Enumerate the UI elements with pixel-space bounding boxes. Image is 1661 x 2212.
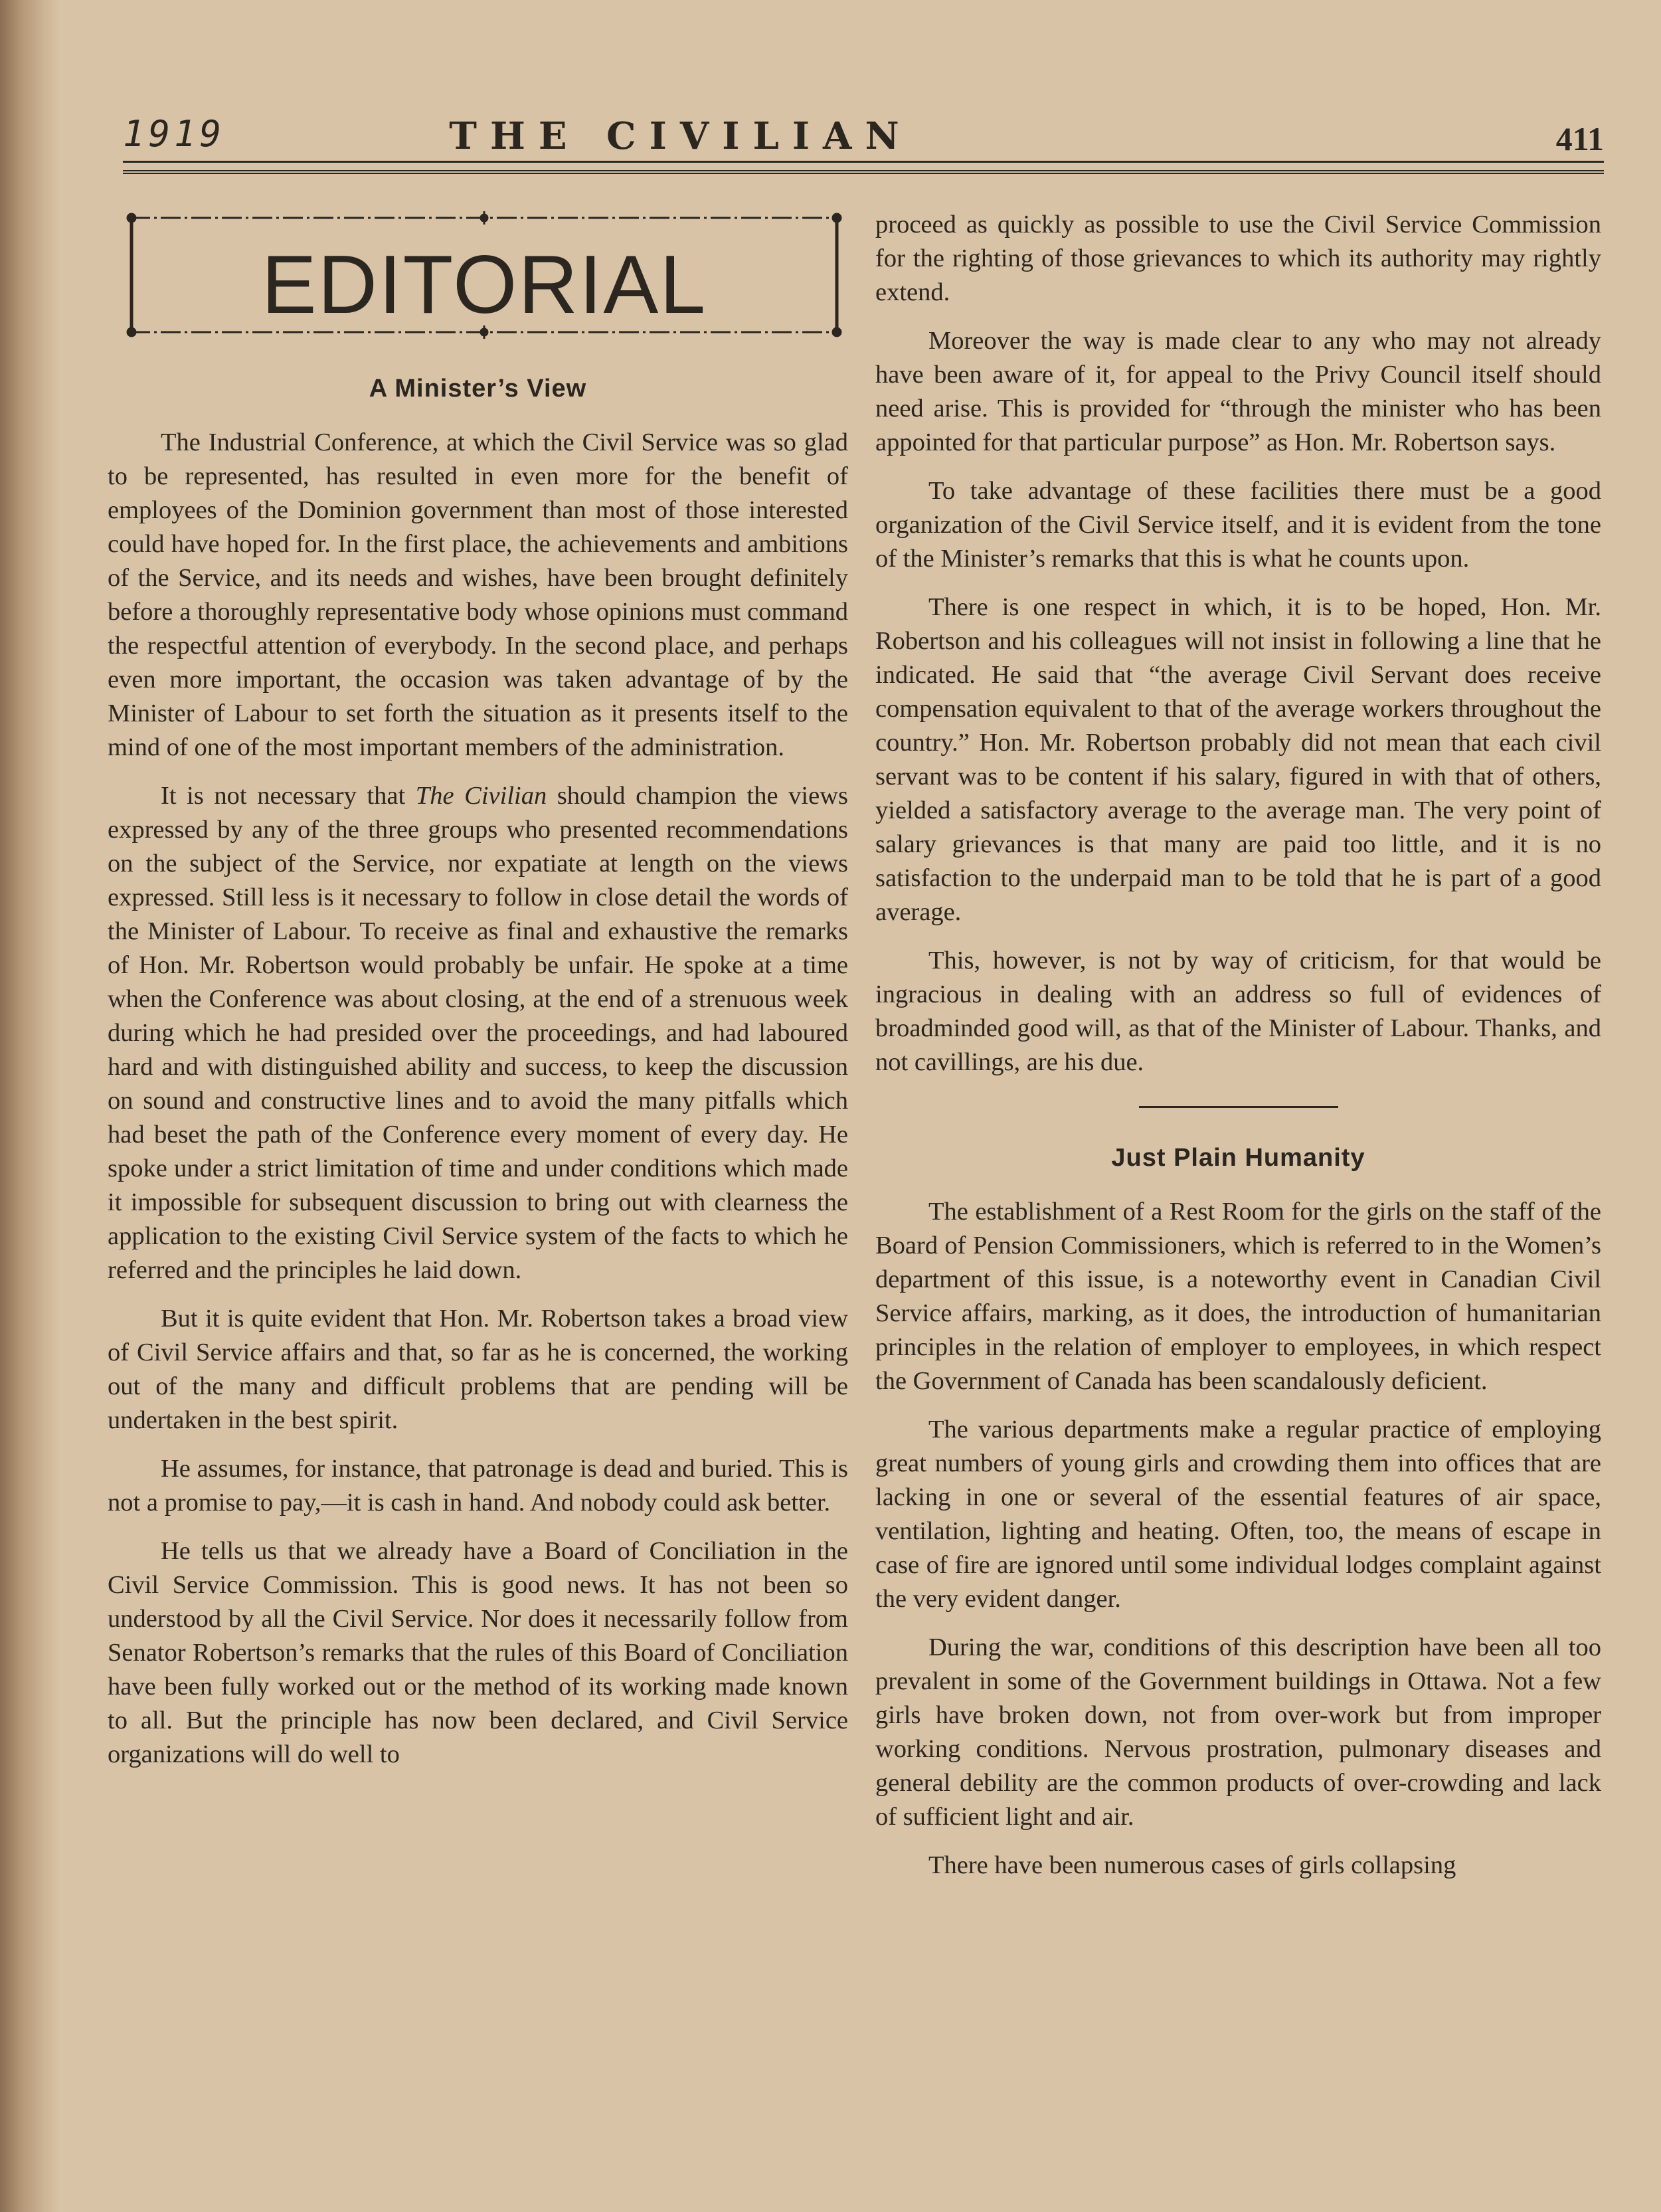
article-heading-ministers-view: A Minister’s View	[369, 375, 587, 403]
paragraph: Moreover the way is made clear to any who may not already have been aware of it, for appeal to the Privy Council itself should need arise. This is provided for “through the minister who has been appointed for that particular purpose” as Hon. Mr. Robertson says.	[875, 327, 1601, 456]
header-year: 1919	[123, 113, 226, 155]
section-divider	[1139, 1106, 1338, 1108]
header-title: THE CIVILIAN	[449, 114, 913, 158]
paragraph: He assumes, for instance, that patronage is dead and buried. This is not a promise to pay,—it is cash in hand. And nobody could ask better.	[108, 1455, 848, 1517]
paragraph: It is not necessary that The Civilian should champion the views expressed by any of the three groups who presented recommendations on the subject of the Service, nor expatiate at length on the views expressed. Still less is it necessary to follow in close detail the words of the Minister of Labour. To receive as final and exhaustive the remarks of Hon. Mr. Robertson would probably be unfair. He spoke at a time when the Conference was about closing, at the end of a strenuous week during which he had presided over the proceedings, and had laboured hard and with distinguished ability and success, to keep the discussion on sound and constructive lines and to avoid the many pitfalls which had beset the path of the Conference every moment of every day. He spoke under a strict limitation of time and under conditions which made it impossible for subsequent discussion to bring out with clearness the application to the existing Civil Service system of the facts to which he referred and the principles he laid down.	[108, 782, 848, 1284]
article-heading-plain-humanity: Just Plain Humanity	[1111, 1144, 1365, 1172]
paragraph-continued: proceed as quickly as possible to use the Civil Service Commission for the righting of those grievances to which its authority may rightly extend.	[875, 211, 1601, 306]
book-spine-shadow	[0, 0, 60, 2212]
paragraph: During the war, conditions of this description have been all too prevalent in some of the Government buildings in Ottawa. Not a few girls have broken down, not from over-work but from improper working conditions. Nervous prostration, pulmonary diseases and general debility are the common products of over-crowding and lack of sufficient light and air.	[875, 1633, 1601, 1831]
paragraph: This, however, is not by way of criticism, for that would be ingracious in dealing with an address so full of evidences of broadminded good will, as that of the Minister of Labour. Thanks, and not cavillings, are his due.	[875, 947, 1601, 1076]
paragraph: The various departments make a regular practice of employing great numbers of young girls and crowding them into offices that are lacking in one or several of the essential features of air space, ventilation, lighting and heating. Often, too, the means of escape in case of fire are ignored until some individual lodges complaint against the very evident danger.	[875, 1416, 1601, 1613]
paragraph: To take advantage of these facilities there must be a good organization of the Civil Service itself, and it is evident from the tone of the Minister’s remarks that this is what he counts upon.	[875, 477, 1601, 573]
publication-name: The Civilian	[415, 782, 547, 810]
editorial-title: EDITORIAL	[261, 239, 707, 331]
page-number: 411	[1555, 120, 1604, 157]
right-column	[875, 208, 1601, 1883]
running-head	[123, 113, 1604, 166]
paragraph: There have been numerous cases of girls collapsing	[928, 1851, 1456, 1879]
paragraph: The Industrial Conference, at which the Civil Service was so glad to be represented, has resulted in even more for the benefit of employees of the Dominion government than most of those interested could have hoped for. In the first place, the achievements and ambitions of the Service, and its needs and wishes, have been brought definitely before a thoroughly representative body whose opinions must command the respectful attention of everybody. In the second place, and perhaps even more important, the occasion was taken advantage of by the Minister of Labour to set forth the situation as it presents itself to the mind of one of the most important members of the administration.	[108, 428, 848, 761]
editorial-banner	[125, 211, 843, 339]
paragraph: The establishment of a Rest Room for the girls on the staff of the Board of Pension Commissioners, which is referred to in the Women’s department of this issue, is a noteworthy event in Canadian Civil Service affairs, marking, as it does, the introduction of humanitarian principles in the relation of employer to employees, in which respect the Government of Canada has been scandalously deficient.	[875, 1198, 1601, 1395]
left-column	[108, 372, 848, 1772]
paragraph: There is one respect in which, it is to be hoped, Hon. Mr. Robertson and his colleagues will not insist in following a line that he indicated. He said that “the average Civil Servant does receive compensation equivalent to that of the average workers throughout the country.” Hon. Mr. Robertson probably did not mean that each civil servant was to be content if his salary, figured in with that of others, yielded a satisfactory average to the average man. The very point of salary grievances is that many are paid too little, and it is no satisfaction to the underpaid man to be told that he is part of a good average.	[875, 593, 1601, 926]
header-rule	[123, 161, 1604, 178]
paragraph: But it is quite evident that Hon. Mr. Robertson takes a broad view of Civil Service affairs and that, so far as he is concerned, the working out of the many and difficult problems that are pending will be undertaken in the best spirit.	[108, 1305, 848, 1434]
paragraph: He tells us that we already have a Board of Conciliation in the Civil Service Commission. This is good news. It has not been so understood by all the Civil Service. Nor does it necessarily follow from Senator Robertson’s remarks that the rules of this Board of Conciliation have been fully worked out or the method of its working made known to all. But the principle has now been declared, and Civil Service organizations will do well to	[108, 1537, 848, 1768]
